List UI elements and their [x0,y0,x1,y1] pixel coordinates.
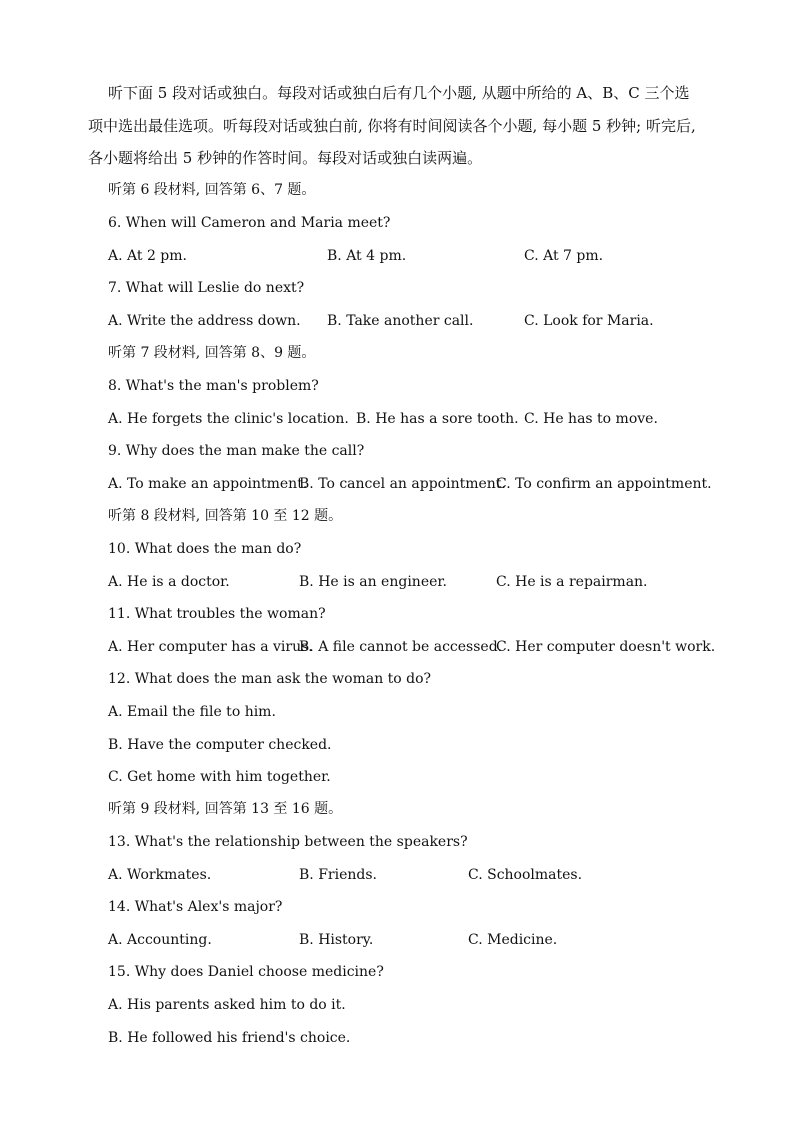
option-c: C. At 7 pm. [524,248,604,264]
option-c: C. Get home with him together. [108,769,331,785]
option-a: A. To make an appointment. [108,476,308,492]
option-a: A. Accounting. [108,932,212,948]
option-c: C. He is a repairman. [496,574,648,590]
option-b: B. Friends. [299,867,377,883]
option-b: B. At 4 pm. [327,248,407,264]
option-b: B. Have the computer checked. [108,737,332,753]
instructions-line-2: 项中选出最佳选项。听每段对话或独白前, 你将有时间阅读各个小题, 每小题 5 秒钟; 听完后, [88,117,696,135]
section-heading: 听第 6 段材料, 回答第 6、7 题。 [108,182,316,198]
section-heading: 听第 7 段材料, 回答第 8、9 题。 [108,345,316,361]
question: 8. What's the man's problem? [108,378,319,394]
question: 7. What will Leslie do next? [108,280,305,296]
option-a: A. Her computer has a virus. [108,639,313,655]
option-a: A. Workmates. [108,867,212,883]
option-c: C. Medicine. [468,932,558,948]
option-c: C. He has to move. [524,411,658,427]
question: 15. Why does Daniel choose medicine? [108,964,384,980]
question: 12. What does the man ask the woman to do? [108,671,432,687]
question: 6. When will Cameron and Maria meet? [108,215,391,231]
instructions-line-1: 听下面 5 段对话或独白。每段对话或独白后有几个小题, 从题中所给的 A、B、C 三个选 [108,84,690,102]
question: 10. What does the man do? [108,541,302,557]
option-b: B. To cancel an appointment. [299,476,506,492]
instructions-line-3: 各小题将给出 5 秒钟的作答时间。每段对话或独白读两遍。 [88,149,483,167]
option-c: C. To confirm an appointment. [496,476,712,492]
option-c: C. Look for Maria. [524,313,654,329]
option-a: A. His parents asked him to do it. [108,997,346,1013]
option-a: A. He is a doctor. [108,574,230,590]
option-a: A. Write the address down. [108,313,301,329]
option-b: B. Take another call. [327,313,474,329]
question: 9. Why does the man make the call? [108,443,365,459]
option-b: B. He followed his friend's choice. [108,1030,351,1046]
option-c: C. Schoolmates. [468,867,583,883]
option-b: B. History. [299,932,374,948]
question: 14. What's Alex's major? [108,899,283,915]
section-heading: 听第 9 段材料, 回答第 13 至 16 题。 [108,801,343,817]
question: 11. What troubles the woman? [108,606,326,622]
option-a: A. Email the file to him. [108,704,276,720]
option-c: C. Her computer doesn't work. [496,639,716,655]
option-b: B. A file cannot be accessed. [299,639,503,655]
option-a: A. At 2 pm. [108,248,187,264]
option-b: B. He is an engineer. [299,574,447,590]
section-heading: 听第 8 段材料, 回答第 10 至 12 题。 [108,508,343,524]
option-a: A. He forgets the clinic's location. [108,411,349,427]
option-b: B. He has a sore tooth. [356,411,519,427]
question: 13. What's the relationship between the speakers? [108,834,468,850]
